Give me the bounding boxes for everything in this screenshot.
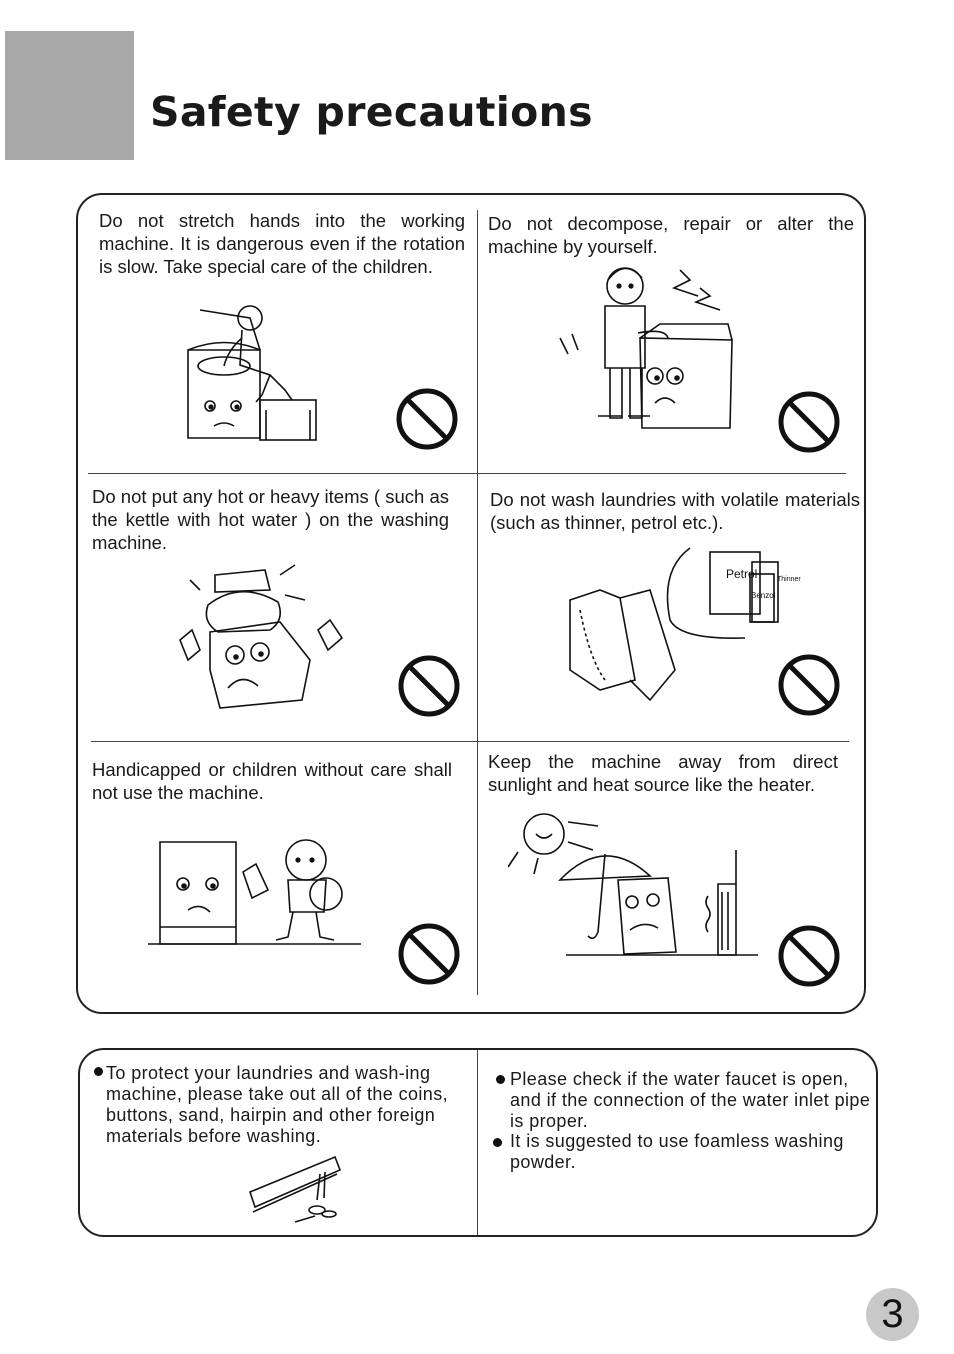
prohibition-icon-4 — [777, 653, 841, 717]
prohibition-icon-1 — [395, 387, 459, 451]
note-right-2: It is suggested to use foamless washing powder. — [510, 1131, 844, 1172]
grid-divider-vertical — [477, 210, 478, 995]
precaution-text-3: Do not put any hot or heavy items ( such as the kettle with hot water ) on the washing machine. — [92, 486, 449, 553]
comb-coins-illustration — [245, 1152, 345, 1227]
note-right-1: Please check if the water faucet is open, and if the connection of the water inlet pipe is proper. — [510, 1069, 871, 1131]
note-left: To protect your laundries and wash-ing machine, please take out all of the coins, buttons, sand, hairpin and other foreign materials before washing. — [106, 1063, 448, 1146]
page-title: Safety precautions — [150, 88, 593, 136]
header-gray-block — [5, 31, 134, 160]
kettle-on-machine-illustration — [170, 560, 350, 710]
bullet-dot — [496, 1075, 505, 1084]
petrol-label: Petrol — [726, 567, 758, 581]
machine-and-child-illustration — [148, 832, 363, 950]
thinner-label: Thinner — [777, 576, 801, 583]
bullet-dot — [94, 1067, 103, 1076]
clothes-and-solvents-illustration — [560, 540, 810, 710]
grid-divider-row-1 — [88, 473, 846, 474]
page-number: 3 — [866, 1288, 919, 1341]
precaution-text-4: Do not wash laundries with volatile materials (such as thinner, petrol etc.). — [490, 489, 860, 533]
prohibition-icon-6 — [777, 924, 841, 988]
precaution-text-1: Do not stretch hands into the working machine. It is dangerous even if the rotation is slow. Take special care of the children. — [99, 210, 465, 277]
precaution-text-2: Do not decompose, repair or alter the machine by yourself. — [488, 213, 854, 257]
precaution-text-6: Keep the machine away from direct sunlight and heat source like the heater. — [488, 751, 838, 795]
precaution-text-5: Handicapped or children without care shall not use the machine. — [92, 759, 452, 803]
prohibition-icon-2 — [777, 390, 841, 454]
grid-divider-row-2 — [91, 741, 849, 742]
benzol-label: Benzol — [751, 591, 776, 600]
notes-divider — [477, 1050, 478, 1235]
sun-umbrella-heater-illustration — [508, 812, 758, 960]
bullet-dot — [493, 1138, 502, 1147]
washing-machine-child-illustration — [180, 290, 325, 445]
prohibition-icon-3 — [397, 654, 461, 718]
man-with-machine-illustration — [550, 258, 740, 438]
prohibition-icon-5 — [397, 922, 461, 986]
